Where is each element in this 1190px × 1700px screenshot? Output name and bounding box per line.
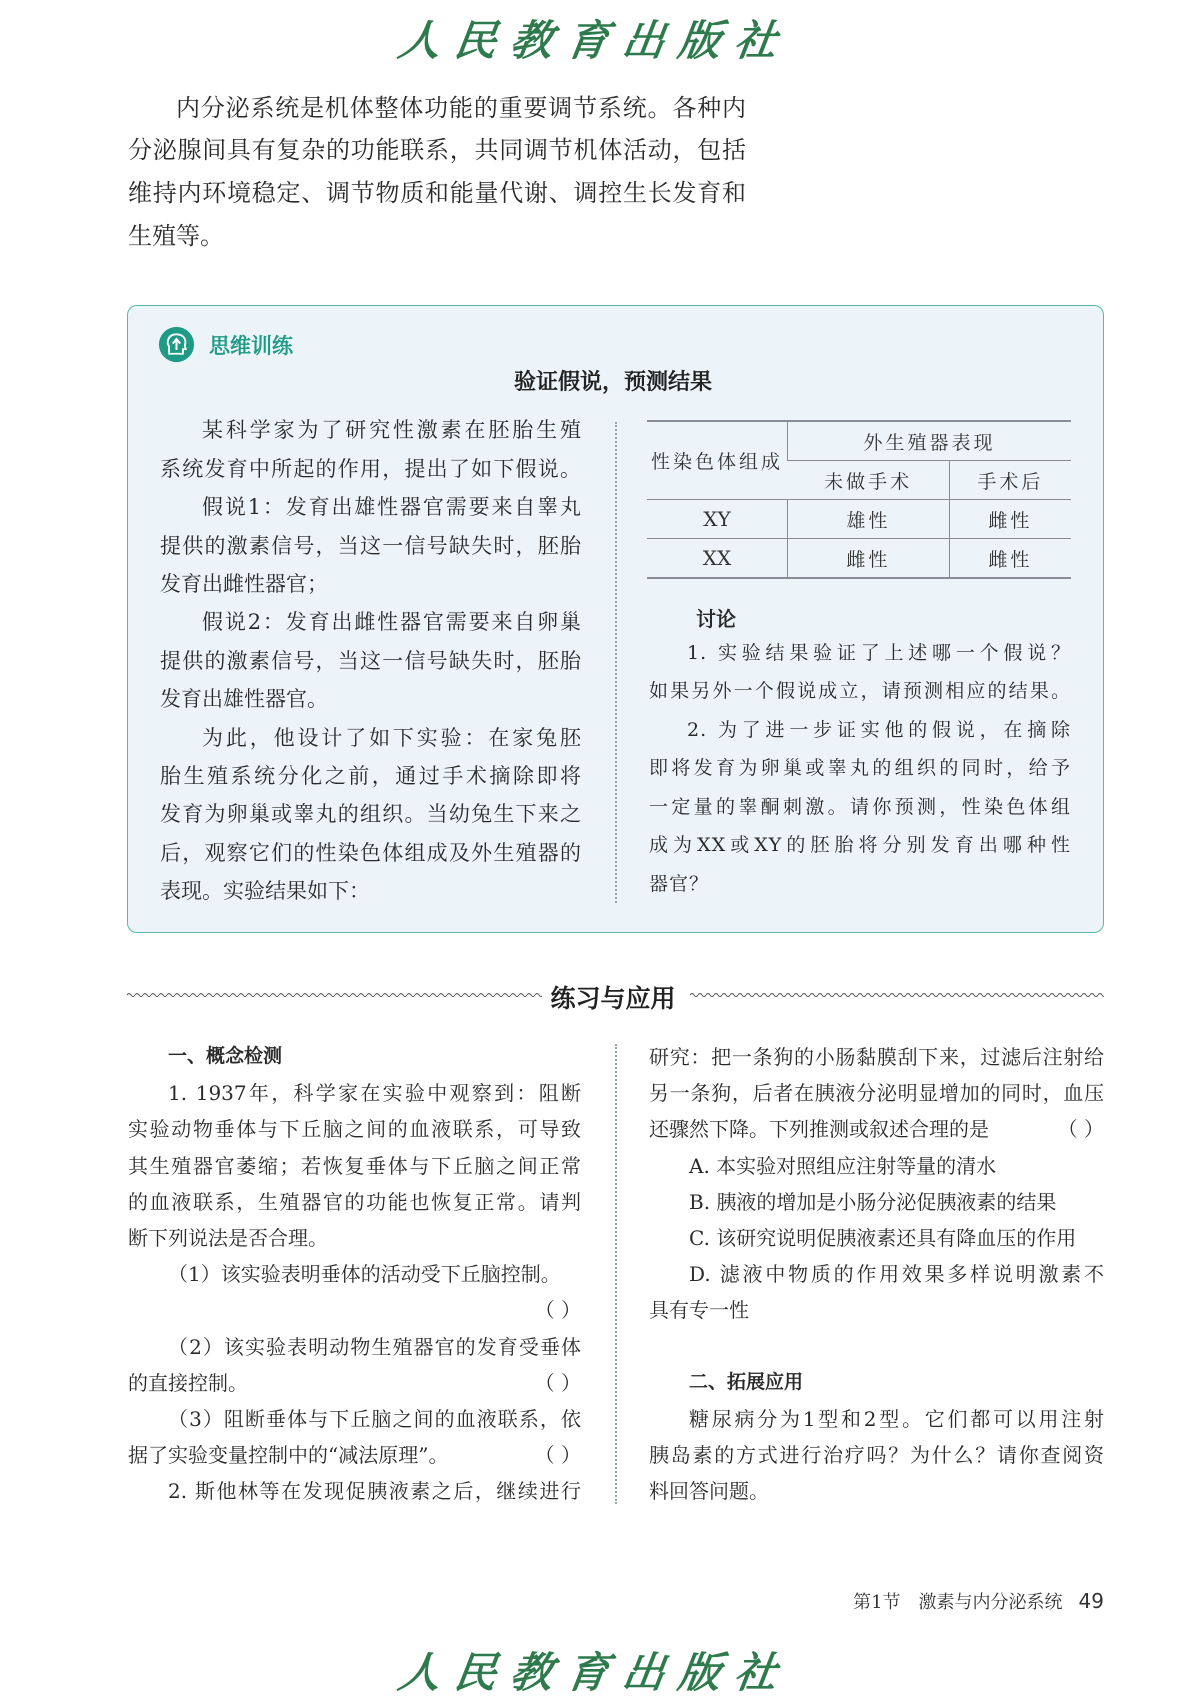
text-line [649, 1117, 1104, 1141]
line-text: 1. 1937年，科学家在实验中观察到：阻断 [168, 1081, 581, 1106]
text-line [128, 1117, 581, 1141]
line-text: 的血液联系，生殖器官的功能也恢复正常。请判 [128, 1189, 581, 1214]
line-text: 提供的激素信号，当这一信号缺失时，胚胎 [160, 648, 581, 673]
line-text: 糖尿病分为1型和2型。它们都可以用注射 [689, 1407, 1104, 1431]
line-text: 具有专一性 [649, 1298, 749, 1323]
line-text: 胰岛素的方式进行治疗吗？为什么？请你查阅资 [649, 1443, 1104, 1468]
page-footer [853, 1588, 1104, 1614]
line-text: 其生殖器官萎缩；若恢复垂体与下丘脑之间正常 [128, 1153, 581, 1178]
discussion-heading: 讨论 [696, 607, 736, 631]
text-line [202, 726, 581, 751]
line-text: 发育出雌性器官； [160, 572, 328, 596]
line-text: 2. 为了进一步证实他的假说，在摘除 [687, 718, 1071, 741]
line-text: 实验动物垂体与下丘脑之间的血液联系，可导致 [128, 1117, 581, 1142]
text-line [160, 687, 581, 712]
line-text: B. 胰液的增加是小肠分泌促胰液素的结果 [689, 1189, 1057, 1214]
footer-section: 第1节 激素与内分泌系统 [853, 1592, 1063, 1613]
answer-blank[interactable]: （ ） [534, 1443, 581, 1468]
line-text: 维持内环境稳定、调节物质和能量代谢、调控生长发育和 [128, 179, 746, 207]
line-text: 还骤然下降。下列推测或叙述合理的是 [649, 1117, 989, 1142]
header-chromosome: 性染色体组成 [650, 451, 783, 473]
text-line [128, 1190, 581, 1214]
line-text: （3）阻断垂体与下丘脑之间的血液联系，依 [168, 1407, 581, 1431]
line-text: 2. 斯他林等在发现促胰液素之后，继续进行 [168, 1479, 581, 1504]
column-divider [615, 422, 617, 903]
answer-blank[interactable]: （ ） [534, 1298, 581, 1323]
text-line [160, 572, 581, 597]
text-line [128, 1443, 581, 1467]
cell: XX [647, 539, 788, 579]
line-text: 生殖等。 [128, 221, 224, 250]
line-text: 一定量的睾酮刺激。请你预测，性染色体组 [649, 795, 1071, 818]
text-line [649, 1081, 1104, 1105]
text-line [202, 610, 581, 635]
text-line [687, 719, 1071, 742]
text-line [689, 1154, 1104, 1178]
text-line [689, 1407, 1104, 1431]
cell: 雌性 [788, 539, 950, 579]
text-line [168, 1479, 581, 1503]
text-line [160, 841, 581, 866]
subheading [689, 1371, 1104, 1394]
line-text: 假说2：发育出雌性器官需要来自卵巢 [202, 610, 581, 635]
text-line [160, 534, 581, 559]
publisher-logo-bottom: 人民教育出版社 [395, 1648, 795, 1697]
text-line [168, 1081, 581, 1105]
line-text: A. 本实验对照组应注射等量的清水 [689, 1153, 997, 1178]
line-text: D. 滤液中物质的作用效果多样说明激素不 [689, 1262, 1104, 1287]
wavy-rule-right [690, 990, 1104, 1000]
text-line [687, 642, 1071, 665]
text-line [649, 757, 1071, 780]
head-arrow-icon [158, 326, 195, 363]
line-text: 的直接控制。 [128, 1370, 248, 1395]
line-text: 为此，他设计了如下实验：在家兔胚 [202, 725, 581, 750]
line-text: 后，观察它们的性染色体组成及外生殖器的 [160, 840, 581, 865]
line-text: 表现。实验结果如下： [160, 879, 370, 904]
text-line [160, 649, 581, 674]
text-line [168, 1407, 581, 1431]
text-line [649, 1298, 1104, 1322]
text-line [649, 796, 1071, 819]
section-title: 练习与应用 [550, 984, 676, 1013]
results-table [647, 420, 1071, 579]
header-no-surgery: 未做手术 [788, 461, 950, 500]
line-text: 研究：把一条狗的小肠黏膜刮下来，过滤后注射给 [649, 1045, 1104, 1069]
text-line [128, 179, 746, 208]
text-line [168, 1335, 581, 1359]
line-text: C. 该研究说明促胰液素还具有降血压的作用 [689, 1226, 1077, 1250]
line-text: 胎生殖系统分化之前，通过手术摘除即将 [160, 764, 581, 788]
text-line [160, 764, 581, 789]
line-text: 一、概念检测 [168, 1045, 283, 1067]
line-text: 二、拓展应用 [689, 1370, 804, 1393]
header-external-genitalia: 外生殖器表现 [788, 421, 1072, 461]
text-line [160, 879, 581, 904]
text-line [649, 834, 1071, 857]
line-text: 发育出雄性器官。 [160, 687, 328, 712]
line-text: 料回答问题。 [649, 1479, 769, 1504]
line-text: 成为XX或XY的胚胎将分别发育出哪种性 [649, 834, 1071, 857]
line-text: 提供的激素信号，当这一信号缺失时，胚胎 [160, 533, 581, 558]
text-line [168, 1262, 581, 1286]
cell: 雌性 [949, 500, 1071, 539]
box-title: 验证假说，预测结果 [513, 370, 712, 395]
answer-blank[interactable]: （ ） [534, 1370, 581, 1395]
line-text: 某科学家为了研究性激素在胚胎生殖 [202, 418, 581, 443]
text-line [649, 1045, 1104, 1069]
text-line [689, 1262, 1104, 1286]
line-text: （2）该实验表明动物生殖器官的发育受垂体 [168, 1334, 581, 1359]
text-line [160, 457, 581, 482]
line-text: 系统发育中所起的作用，提出了如下假说。 [160, 456, 581, 481]
table-row [647, 539, 1071, 579]
line-text: 内分泌系统是机体整体功能的重要调节系统。各种内 [176, 93, 746, 122]
header-after-surgery: 手术后 [949, 461, 1071, 500]
text-line [649, 680, 1071, 703]
line-text: 另一条狗，后者在胰液分泌明显增加的同时，血压 [649, 1081, 1104, 1106]
text-line [160, 802, 581, 827]
text-line [689, 1190, 1104, 1214]
cell: XY [647, 500, 788, 539]
line-text: 1. 实验结果验证了上述哪一个假说？ [687, 641, 1071, 664]
line-text: 据了实验变量控制中的“减法原理”。 [128, 1443, 449, 1468]
cell: 雄性 [788, 500, 950, 539]
thinking-training-label: 思维训练 [209, 334, 293, 358]
text-line [128, 1371, 581, 1395]
page-number: 49 [1078, 1589, 1104, 1613]
text-line [689, 1226, 1104, 1250]
text-line [649, 1443, 1104, 1467]
line-text: （1）该实验表明垂体的活动受下丘脑控制。 [168, 1262, 561, 1287]
text-line [128, 1154, 581, 1178]
text-line [649, 1479, 1104, 1503]
text-line [128, 222, 746, 251]
publisher-logo-top: 人民教育出版社 [395, 16, 795, 65]
line-text: 器官？ [649, 872, 710, 895]
text-line [128, 1226, 581, 1250]
text-line [649, 873, 1071, 896]
line-text: 即将发育为卵巢或睾丸的组织的同时，给予 [649, 757, 1071, 780]
text-line [202, 495, 581, 520]
line-text: 发育为卵巢或睾丸的组织。当幼兔生下来之 [160, 802, 581, 827]
cell: 雌性 [949, 539, 1071, 579]
line-text: 断下列说法是否合理。 [128, 1226, 328, 1250]
answer-blank[interactable]: （ ） [1057, 1117, 1104, 1142]
text-line [176, 94, 746, 123]
subheading [168, 1045, 581, 1068]
text-line [128, 136, 746, 165]
line-text: 如果另外一个假说成立，请预测相应的结果。 [649, 680, 1071, 703]
text-line [202, 418, 581, 443]
table-row [647, 500, 1071, 539]
line-text: 分泌腺间具有复杂的功能联系，共同调节机体活动，包括 [128, 136, 746, 165]
line-text: 假说1：发育出雄性器官需要来自睾丸 [202, 495, 581, 520]
column-divider [615, 1044, 617, 1504]
